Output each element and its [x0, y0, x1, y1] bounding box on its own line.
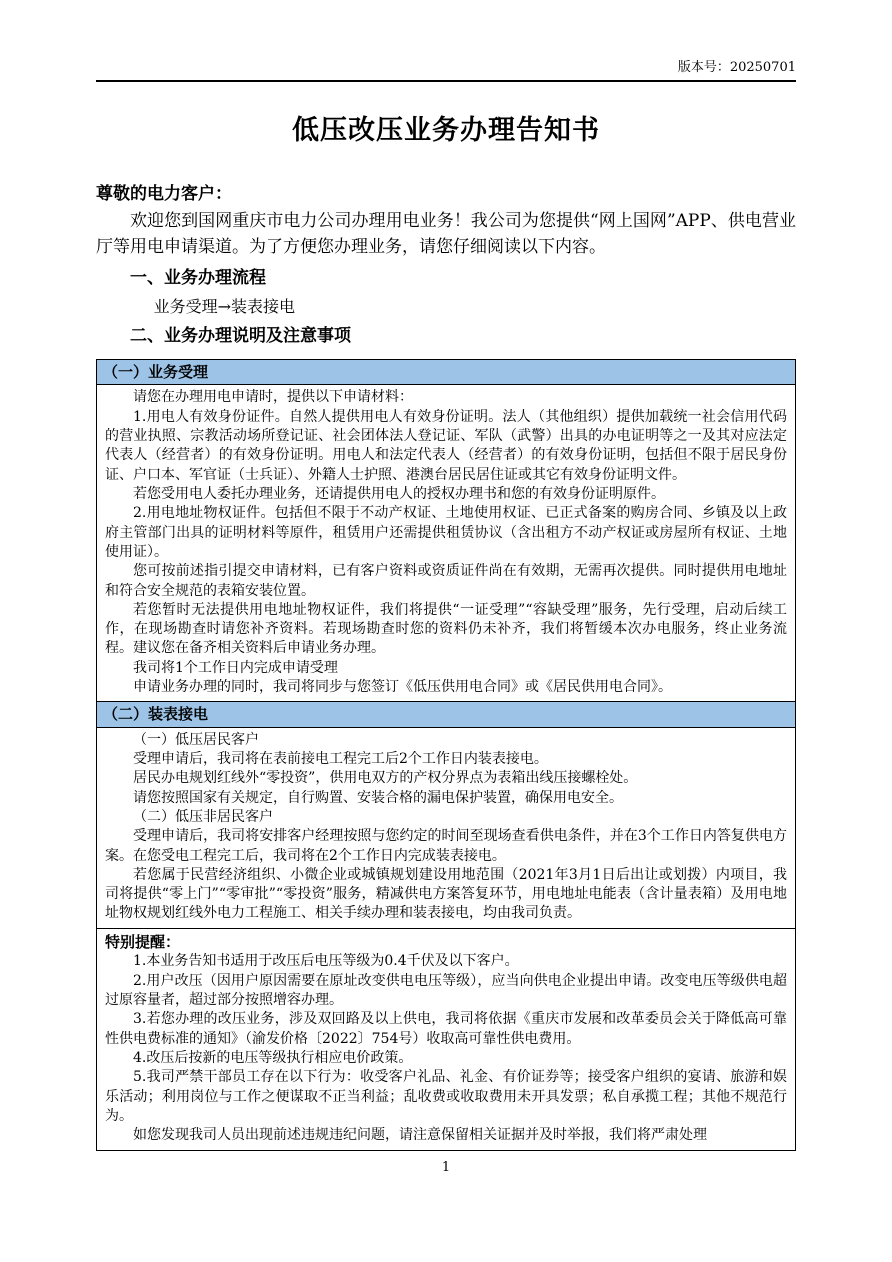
- block2-header-meter-installation: （二）装表接电: [96, 701, 796, 727]
- paragraph: （一）低压居民客户: [133, 731, 259, 748]
- version-number: 版本号：20250701: [677, 60, 796, 75]
- paragraph: 1.用电人有效身份证件。自然人提供用电人有效身份证明。法人（其他组织）提供加载统一社会信用代码的营业执照、宗教活动场所登记证、社会团体法人登记证、军队（武警）出具的办电证明等之一及其对应法定代表人（经营者）的有效身份证明。用电人和法定代表人（经营者）的有效身份证明，包括但不限于居民身份证、户口本、军官证（士兵证）、外籍人士护照、港澳台居民居住证或其它有效身份证明文件。: [105, 408, 787, 483]
- paragraph: 受理申请后，我司将安排客户经理按照与您约定的时间至现场查看供电条件，并在3个工作日内答复供电方案。在您受电工程完工后，我司将在2个工作日内完成装表接电。: [105, 828, 787, 864]
- section-2-heading: 二、业务办理说明及注意事项: [130, 325, 351, 346]
- header-rule: [96, 80, 796, 82]
- paragraph: 3.若您办理的改压业务，涉及双回路及以上供电，我司将依据《重庆市发展和改革委员会关于降低高可靠性供电费标准的通知》（渝发价格〔2022〕754号）收取高可靠性供电费用。: [105, 1011, 787, 1047]
- intro-paragraph: 欢迎您到国网重庆市电力公司办理用电业务！我公司为您提供“网上国网”APP、供电营业厅等用电申请渠道。为了方便您办理业务，请您仔细阅读以下内容。: [96, 211, 796, 258]
- salutation: 尊敬的电力客户：: [96, 184, 232, 204]
- paragraph: 受理申请后，我司将在表前接电工程完工后2个工作日内装表接电。: [133, 750, 548, 767]
- process-flow: 业务受理→装表接电: [153, 297, 296, 317]
- paragraph: （二）低压非居民客户: [133, 808, 273, 825]
- paragraph: 请您按照国家有关规定，自行购置、安装合格的漏电保护装置，确保用电安全。: [133, 789, 623, 806]
- paragraph: 如您发现我司人员出现前述违规违纪问题，请注意保留相关证据并及时举报，我们将严肃处理: [133, 1127, 707, 1144]
- paragraph: 居民办电规划红线外“零投资”，供用电双方的产权分界点为表箱出线压接螺栓处。: [133, 770, 638, 787]
- notice-table: [96, 359, 796, 1150]
- block3-special-reminder: [96, 928, 796, 1151]
- paragraph: 若您暂时无法提供用电地址物权证件，我们将提供“一证受理”“容缺受理”服务，先行受理，启动后续工作，在现场勘查时请您补齐资料。若现场勘查时您的资料仍未补齐，我们将暂缓本次办电服务，终止业务流程。建议您在备齐相关资料后申请业务办理。: [105, 601, 787, 657]
- paragraph: 您可按前述指引提交申请材料，已有客户资料或资质证件尚在有效期，无需再次提供。同时提供用电地址和符合安全规范的表箱安装位置。: [105, 563, 787, 599]
- block1-header-business-acceptance: （一）业务受理: [96, 359, 796, 385]
- paragraph: 1.本业务告知书适用于改压后电压等级为0.4千伏及以下客户。: [133, 953, 519, 970]
- paragraph: 我司将1个工作日内完成申请受理: [133, 659, 338, 676]
- page-number: 1: [441, 1159, 451, 1175]
- paragraph: 若您受用电人委托办理业务，还请提供用电人的授权办理书和您的有效身份证明原件。: [133, 485, 665, 502]
- paragraph: 2.用户改压（因用户原因需要在原址改变供电电压等级），应当向供电企业提出申请。改变电压等级供电超过原容量者，超过部分按照增容办理。: [105, 972, 787, 1009]
- paragraph: 申请业务办理的同时，我司将同步与您签订《低压供用电合同》或《居民供用电合同》。: [133, 679, 672, 696]
- document-title: 低压改压业务办理告知书: [292, 115, 600, 146]
- paragraph: 2.用电地址物权证件。包括但不限于不动产权证、土地使用权证、已正式备案的购房合同、乡镇及以上政府主管部门出具的证明材料等原件，租赁用户还需提供租赁协议（含出租方不动产权证或房屋所有权证、土地使用证）。: [105, 505, 787, 560]
- paragraph: 若您属于民营经济组织、小微企业或城镇规划建设用地范围（2021年3月1日后出让或划拨）内项目，我司将提供“零上门”“零审批”“零投资”服务，精减供电方案答复环节，用电地址电能表（含计量表箱）及用电地址物权规划红线外电力工程施工、相关手续办理和装表接电，均由我司负责。: [105, 866, 787, 922]
- block2-body: [96, 727, 796, 929]
- paragraph: 请您在办理用电申请时，提供以下申请材料：: [133, 389, 413, 406]
- block1-body: [96, 384, 796, 702]
- special-reminder-title: 特别提醒：: [105, 932, 181, 951]
- paragraph: 4.改压后按新的电压等级执行相应电价政策。: [133, 1050, 413, 1067]
- paragraph: 5.我司严禁干部员工存在以下行为：收受客户礼品、礼金、有价证券等；接受客户组织的宴请、旅游和娱乐活动；利用岗位与工作之便谋取不正当利益；乱收费或收取费用未开具发票；私自承揽工程；其他不规范行为。: [105, 1069, 787, 1124]
- section-1-heading: 一、业务办理流程: [130, 267, 266, 288]
